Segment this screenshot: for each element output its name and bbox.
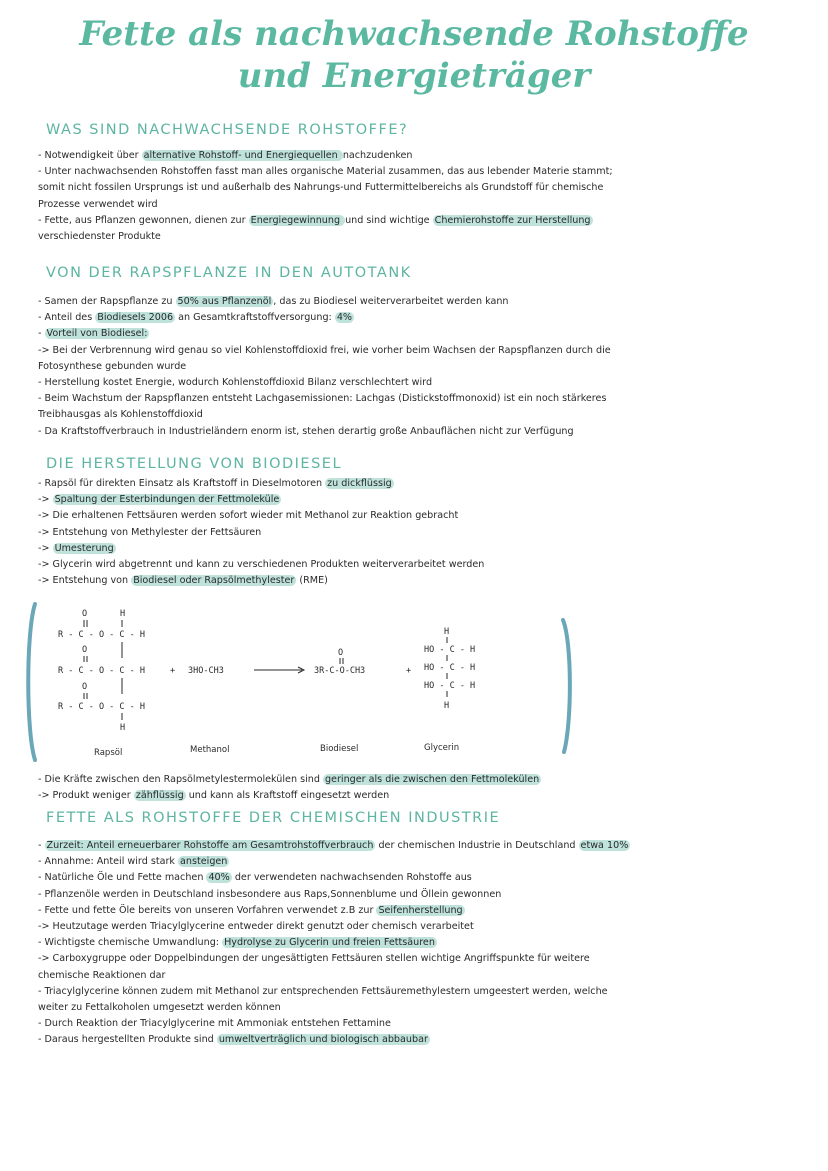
text-run: - Rapsöl für direkten Einsatz als Kraftstoff in Dieselmotoren (38, 478, 326, 489)
text-line (38, 164, 784, 180)
section-heading-herstellung-biodiesel: DIE HERSTELLUNG VON BIODIESEL (46, 456, 343, 472)
svg-text:H: H (120, 609, 126, 619)
text-run: - Daraus hergestellten Produkte sind (38, 1034, 217, 1046)
text-line (38, 375, 784, 391)
label-glycerin: Glycerin (424, 743, 460, 753)
text-run: weiter zu Fettalkoholen umgesetzt werden können (38, 1002, 281, 1014)
highlighted-text: Biodiesel oder Rapsölmethylester (133, 575, 295, 587)
svg-text:HO - C - H: HO - C - H (424, 681, 476, 691)
text-run: - Triacylglycerine können zudem mit Methanol zur entsprechenden Fettsäuremethylestern umgeestert werden, welche (38, 985, 608, 997)
text-line (38, 1000, 784, 1016)
text-run: - Unter nachwachsenden Rohstoffen fasst man alles organische Material zusammen, das aus lebender Materie stammt; (38, 166, 613, 178)
section-body-3 (38, 772, 784, 804)
text-run: -> Glycerin wird abgetrennt und kann zu verschiedenen Produkten weiterverarbeitet werden (38, 559, 485, 571)
page-title-line-2: und Energieträger (237, 56, 591, 96)
text-line (38, 508, 784, 524)
svg-text:O: O (338, 648, 344, 658)
svg-text:R - C - O - C - H: R - C - O - C - H (58, 630, 145, 640)
biodiesel-structure (314, 648, 365, 676)
text-run: somit nicht fossilen Ursprungs ist und außerhalb des Nahrungs-und Futtermittelbereichs als Grundstoff für chemische (38, 182, 604, 194)
text-run: - Beim Wachstum der Rapspflanzen entsteht Lachgasemissionen: Lachgas (Distickstoffmonoxid) ist ein noch stärkeres (38, 393, 607, 405)
text-run: -> Die erhaltenen Fettsäuren werden sofort wieder mit Methanol zur Reaktion gebracht (38, 510, 459, 522)
highlighted-text: Umesterung (54, 542, 114, 554)
section-body-2 (38, 476, 784, 589)
text-line (38, 1032, 784, 1048)
highlighted-text: zu dickflüssig (327, 478, 392, 489)
text-line (38, 492, 784, 508)
text-run: - Fette, aus Pflanzen gewonnen, dienen zur (38, 214, 249, 226)
text-run: -> Heutzutage werden Triacylglycerine entweder direkt genutzt oder chemisch verarbeitet (38, 921, 474, 933)
highlighted-text: Zurzeit: Anteil erneuerbarer Rohstoffe am Gesamtrohstoffverbrauch (46, 840, 374, 851)
text-run: und sind wichtige (345, 214, 433, 226)
text-line (38, 984, 784, 1000)
text-run: -> Entstehung von Methylester der Fettsäuren (38, 526, 262, 538)
triglyceride-structure (58, 609, 145, 733)
highlighted-text: Spaltung der Esterbindungen der Fettmoleküle (54, 494, 280, 506)
section-heading-chemische-industrie: FETTE ALS ROHSTOFFE DER CHEMISCHEN INDUSTRIE (46, 810, 501, 826)
text-run: der verwendeten nachwachsenden Rohstoffe aus (231, 872, 472, 884)
reaction-diagram (26, 600, 586, 770)
text-line (38, 148, 784, 164)
text-line (38, 919, 784, 935)
section-body-0 (38, 148, 784, 245)
highlighted-text: alternative Rohstoff- und Energiequellen (143, 150, 341, 161)
highlighted-text: ansteigen (180, 856, 228, 868)
text-run: Treibhausgas als Kohlenstoffdioxid (38, 409, 203, 421)
highlighted-text: Chemierohstoffe zur Herstellung (434, 214, 591, 226)
section-heading-nachwachsende-rohstoffe: WAS SIND NACHWACHSENDE ROHSTOFFE? (46, 122, 409, 138)
highlighted-text: 40% (208, 872, 230, 884)
section-body-4 (38, 838, 784, 1049)
highlighted-text: umweltverträglich und biologisch abbaubar (218, 1034, 428, 1046)
svg-text:H: H (444, 701, 450, 711)
highlighted-text: zähflüssig (135, 790, 184, 802)
plus-sign-1: + (170, 666, 176, 676)
highlighted-text: geringer als die zwischen den Fettmolekülen (324, 774, 540, 785)
text-line (38, 229, 784, 245)
text-run: - Da Kraftstoffverbrauch in Industrieländern enorm ist, stehen derartig große Anbauflächen nicht zur Verfügung (38, 425, 574, 437)
highlighted-text: Vorteil von Biodiesel: (46, 328, 148, 340)
text-run: - Fette und fette Öle bereits von unseren Vorfahren verwendet z.B zur (38, 904, 377, 916)
text-run: - Samen der Rapspflanze zu (38, 296, 176, 307)
text-line (38, 573, 784, 589)
text-line (38, 887, 784, 903)
text-run: der chemischen Industrie in Deutschland (375, 840, 579, 851)
text-run: -> Produkt weniger (38, 790, 134, 802)
svg-text:H: H (120, 723, 126, 733)
text-line (38, 476, 784, 492)
section-body-1 (38, 294, 784, 440)
label-rapsoel: Rapsöl (94, 748, 123, 758)
text-line (38, 424, 784, 440)
text-line (38, 326, 784, 342)
highlighted-text: Biodiesels 2006 (97, 312, 174, 324)
text-run: (RME) (296, 575, 328, 587)
text-line (38, 294, 784, 310)
text-run: -> (38, 542, 53, 554)
text-line (38, 359, 784, 375)
text-run: , das zu Biodiesel weiterverarbeitet werden kann (273, 296, 509, 307)
svg-text:O: O (82, 609, 88, 619)
text-run: Fotosynthese gebunden wurde (38, 360, 187, 372)
svg-text:R - C - O - C - H: R - C - O - C - H (58, 666, 145, 676)
text-run: Prozesse verwendet wird (38, 198, 158, 210)
highlighted-text: Energiegewinnung (250, 214, 344, 226)
text-run: - Anteil des (38, 312, 96, 324)
text-line (38, 180, 784, 196)
text-line (38, 854, 784, 870)
text-line (38, 788, 784, 804)
text-run: - Durch Reaktion der Triacylglycerine mit Ammoniak entstehen Fettamine (38, 1018, 391, 1030)
text-line (38, 870, 784, 886)
highlighted-text: Seifenherstellung (378, 904, 463, 916)
text-line (38, 903, 784, 919)
page-title-line-1: Fette als nachwachsende Rohstoffe (79, 14, 749, 54)
text-line (38, 310, 784, 326)
highlighted-text: etwa 10% (580, 840, 629, 851)
text-run: -> Entstehung von (38, 575, 132, 587)
text-line (38, 968, 784, 984)
text-run: und kann als Kraftstoff eingesetzt werden (185, 790, 390, 802)
methanol-formula: 3HO-CH3 (188, 666, 224, 676)
section-heading-rapspflanze: VON DER RAPSPFLANZE IN DEN AUTOTANK (46, 265, 412, 281)
text-line (38, 935, 784, 951)
text-line (38, 407, 784, 423)
text-run: -> Carboxygruppe oder Doppelbindungen der ungesättigten Fettsäuren stellen wichtige Angriffspunkte für weitere (38, 953, 590, 965)
text-run: - Wichtigste chemische Umwandlung: (38, 937, 223, 949)
text-run: - Herstellung kostet Energie, wodurch Kohlenstoffdioxid Bilanz verschlechtert wird (38, 377, 433, 389)
plus-sign-2: + (406, 666, 412, 676)
text-line (38, 343, 784, 359)
text-line (38, 951, 784, 967)
svg-text:HO - C - H: HO - C - H (424, 663, 476, 673)
text-run: - Pflanzenöle werden in Deutschland insbesondere aus Raps,Sonnenblume und Öllein gewonnen (38, 888, 502, 900)
svg-text:O: O (82, 645, 88, 655)
text-run: - Annahme: Anteil wird stark (38, 856, 179, 868)
text-run: nachzudenken (342, 150, 413, 161)
text-line (38, 391, 784, 407)
text-run: an Gesamtkraftstoffversorgung: (175, 312, 335, 324)
text-line (38, 213, 784, 229)
text-line (38, 838, 784, 854)
label-biodiesel: Biodiesel (320, 744, 359, 754)
text-line (38, 197, 784, 213)
text-run: chemische Reaktionen dar (38, 969, 166, 981)
text-run: -> Bei der Verbrennung wird genau so viel Kohlenstoffdioxid frei, wie vorher beim Wachsen der Rapspflanzen durch die (38, 344, 611, 356)
text-line (38, 772, 784, 788)
text-line (38, 525, 784, 541)
svg-text:O: O (82, 682, 88, 692)
highlighted-text: 4% (336, 312, 353, 324)
svg-text:H: H (444, 627, 450, 637)
text-run: - Natürliche Öle und Fette machen (38, 872, 207, 884)
svg-text:HO - C - H: HO - C - H (424, 645, 476, 655)
text-run: - Die Kräfte zwischen den Rapsölmetylestermolekülen sind (38, 774, 323, 785)
glycerin-structure (424, 627, 475, 711)
text-run: - (38, 328, 45, 340)
text-line (38, 1016, 784, 1032)
text-run: -> (38, 494, 53, 506)
biodiesel-formula: 3R-C-O-CH3 (314, 666, 366, 676)
text-run: - Notwendigkeit über (38, 150, 142, 161)
text-line (38, 541, 784, 557)
highlighted-text: 50% aus Pflanzenöl (177, 296, 272, 307)
label-methanol: Methanol (190, 745, 230, 755)
text-run: verschiedenster Produkte (38, 231, 161, 243)
text-run: - (38, 840, 45, 851)
highlighted-text: Hydrolyse zu Glycerin und freien Fettsäuren (224, 937, 435, 949)
svg-text:R - C - O - C - H: R - C - O - C - H (58, 702, 145, 712)
text-line (38, 557, 784, 573)
